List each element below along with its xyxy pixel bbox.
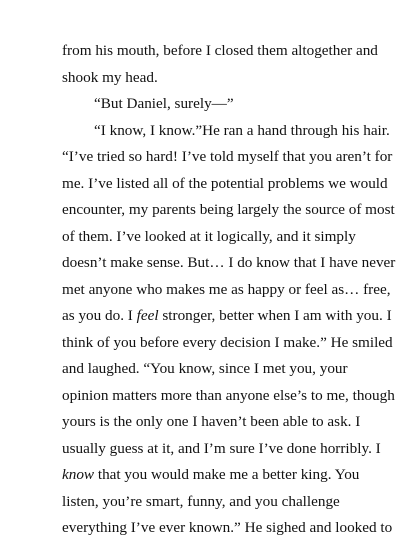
text-line [62,250,396,277]
italic-run: know [62,466,95,483]
text-run: met anyone who makes me as happy or feel as… free, [62,280,391,298]
text-line [62,356,392,383]
text-line [62,489,392,516]
text-line [62,277,392,304]
text-line [62,197,395,224]
text-line [62,65,392,92]
text-run: listen, you’re smart, funny, and you challenge [62,492,340,510]
text-line [62,171,392,198]
body-text [62,38,396,542]
text-run: that you would make me a better king. You [94,466,360,483]
text-line [62,144,392,171]
text-line [62,330,392,357]
text-run: everything I’ve ever known.” He sighed and looked to [62,519,393,536]
text-run: encounter, my parents being largely the source of most [62,201,395,218]
text-run: of them. I’ve looked at it logically, and it simply [62,227,356,245]
text-run: as you do. I [62,307,137,324]
text-line [62,436,392,463]
text-line [62,38,392,65]
text-line [62,224,392,251]
text-run: “I’ve tried so hard! I’ve told myself that you aren’t for [62,148,393,165]
text-run: usually guess at it, and I’m sure I’ve done horribly. I [62,439,381,457]
text-run: from his mouth, before I closed them altogether and [62,42,378,59]
text-run: shook my head. [62,68,158,86]
text-line [62,303,392,330]
text-line [62,118,392,145]
italic-run: feel [136,307,159,324]
text-run: think of you before every decision I make.” He smiled [62,333,393,351]
text-run: yours is the only one I haven’t been able to ask. I [62,413,361,430]
text-run: “I know, I know.”He ran a hand through his hair. [94,121,390,139]
text-run: and laughed. “You know, since I met you, your [62,360,348,377]
text-run: opinion matters more than anyone else’s to me, though [62,386,395,404]
text-run: me. I’ve listed all of the potential problems we would [62,174,388,192]
text-run: “But Daniel, surely—” [94,95,234,112]
text-line [62,383,395,410]
text-line [62,462,392,489]
text-run: stronger, better when I am with you. I [158,307,392,324]
text-run: doesn’t make sense. But… I do know that I have never [62,254,396,271]
text-line [62,515,392,542]
text-line [62,409,392,436]
text-line [62,91,392,118]
